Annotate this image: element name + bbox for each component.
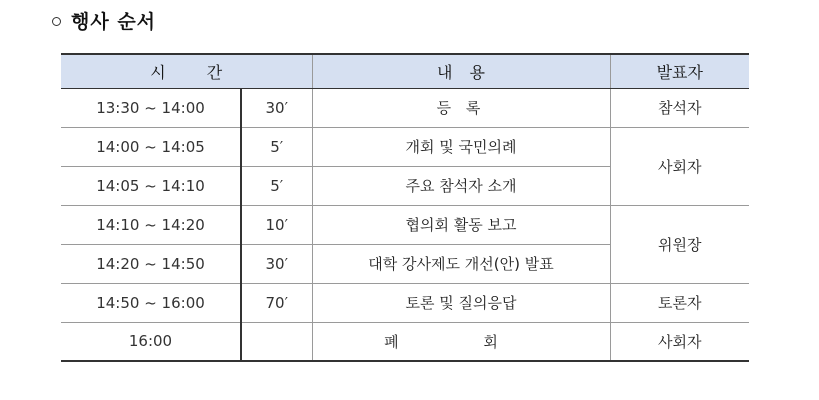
header-presenter: 발표자	[610, 54, 749, 88]
row-content: 개회 및 국민의례	[312, 127, 610, 166]
row-duration: 10′	[241, 205, 312, 244]
row-content: 폐 회	[312, 322, 610, 361]
row-content: 등 록	[312, 88, 610, 127]
row-time: 14:00 ~ 14:05	[61, 127, 241, 166]
event-schedule-table	[61, 53, 749, 362]
row-duration	[241, 322, 312, 361]
row-duration: 5′	[241, 166, 312, 205]
row-duration: 30′	[241, 88, 312, 127]
table-row	[61, 88, 749, 127]
row-duration: 30′	[241, 244, 312, 283]
table-row	[61, 127, 749, 166]
section-heading	[52, 6, 156, 34]
row-content: 협의회 활동 보고	[312, 205, 610, 244]
row-time: 14:20 ~ 14:50	[61, 244, 241, 283]
row-presenter: 참석자	[610, 88, 749, 127]
row-time: 14:10 ~ 14:20	[61, 205, 241, 244]
section-title: 행사 순서	[71, 10, 157, 33]
row-duration: 70′	[241, 283, 312, 322]
row-content: 토론 및 질의응답	[312, 283, 610, 322]
row-presenter: 사회자	[610, 127, 749, 205]
circle-bullet-icon	[52, 17, 61, 26]
table-row	[61, 205, 749, 244]
row-presenter: 사회자	[610, 322, 749, 361]
row-time: 14:05 ~ 14:10	[61, 166, 241, 205]
row-time: 16:00	[61, 322, 241, 361]
row-presenter: 위원장	[610, 205, 749, 283]
row-time: 13:30 ~ 14:00	[61, 88, 241, 127]
header-content: 내 용	[312, 54, 610, 88]
row-content: 대학 강사제도 개선(안) 발표	[312, 244, 610, 283]
header-time: 시 간	[61, 54, 312, 88]
row-presenter: 토론자	[610, 283, 749, 322]
row-time: 14:50 ~ 16:00	[61, 283, 241, 322]
row-content: 주요 참석자 소개	[312, 166, 610, 205]
table-row	[61, 322, 749, 361]
row-duration: 5′	[241, 127, 312, 166]
table-header-row	[61, 54, 749, 88]
table-row	[61, 283, 749, 322]
